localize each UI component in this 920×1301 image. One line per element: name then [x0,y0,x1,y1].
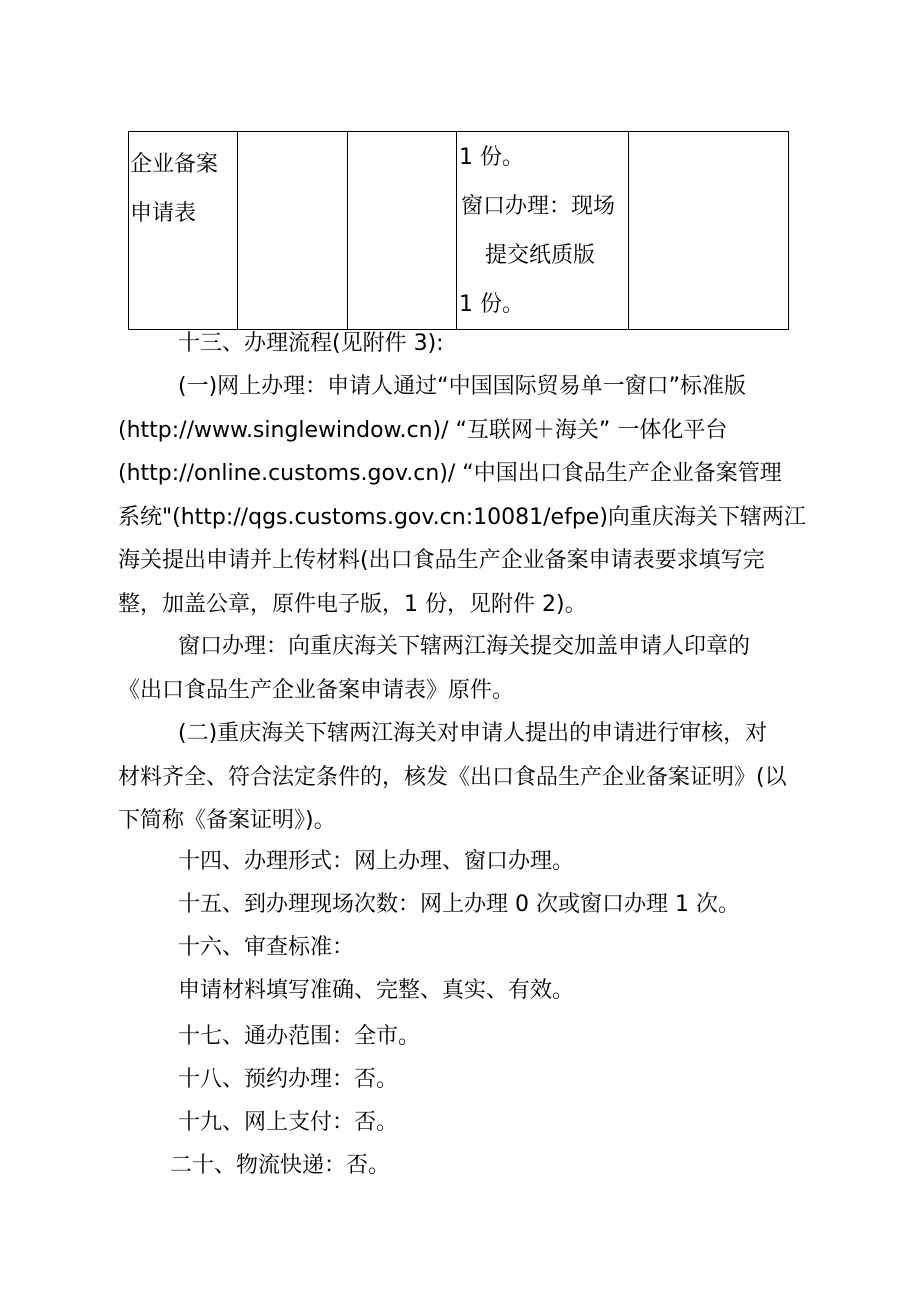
section-13-window-process [118,625,798,712]
section-19: 十九、网上支付：否。 [178,1110,399,1135]
paragraph-line: 窗口办理：向重庆海关下辖两江海关提交加盖申请人印章的 [178,634,751,659]
table-row [129,132,789,330]
submission-method-cell [457,132,629,330]
paragraph-line: 下简称《备案证明》)。 [118,808,336,833]
table-cell [238,132,348,330]
submission-line: 窗口办理：现场 [461,194,616,219]
paragraph-line: 系统"(http://qgs.customs.gov.cn:10081/efpe)向重庆海关下辖两江 [118,504,806,530]
section-16-detail: 申请材料填写准确、完整、真实、有效。 [178,978,575,1003]
submission-line: 提交纸质版 [485,243,596,268]
table-cell [348,132,457,330]
section-18: 十八、预约办理：否。 [178,1067,399,1092]
material-name-line: 企业备案 [130,152,219,177]
submission-line: 1 份。 [459,145,524,170]
paragraph-line: 材料齐全、符合法定条件的，核发《出口食品生产企业备案证明》(以 [118,764,787,790]
paragraph-line: 海关提出申请并上传材料(出口食品生产企业备案申请表要求填写完 [118,548,765,573]
section-17: 十七、通办范围：全市。 [178,1024,421,1049]
paragraph-line: (二)重庆海关下辖两江海关对申请人提出的申请进行审核，对 [178,721,768,746]
submission-line: 1 份。 [459,292,524,317]
table-cell [629,132,789,330]
section-13-review-process [118,712,798,843]
section-14: 十四、办理形式：网上办理、窗口办理。 [178,849,575,874]
application-materials-table [128,131,789,330]
paragraph-line: (一)网上办理：申请人通过“中国国际贸易单一窗口”标准版 [178,374,746,399]
paragraph-line: 整，加盖公章，原件电子版，1 份，见附件 2)。 [118,591,587,617]
paragraph-line: (http://online.customs.gov.cn)/ “中国出口食品生产企业备案管理 [118,461,782,486]
section-16: 十六、审查标准： [178,935,355,960]
material-name-line: 申请表 [130,201,197,226]
section-13-online-process [118,365,806,626]
material-name-cell [129,132,238,330]
paragraph-line: 《出口食品生产企业备案申请表》原件。 [118,677,515,703]
section-15: 十五、到办理现场次数：网上办理 0 次或窗口办理 1 次。 [178,892,740,917]
paragraph-line: (http://www.singlewindow.cn)/ “互联网＋海关” 一体化平台 [118,417,728,443]
section-13-heading: 十三、办理流程(见附件 3): [178,331,444,356]
section-20: 二十、物流快递：否。 [170,1153,391,1178]
